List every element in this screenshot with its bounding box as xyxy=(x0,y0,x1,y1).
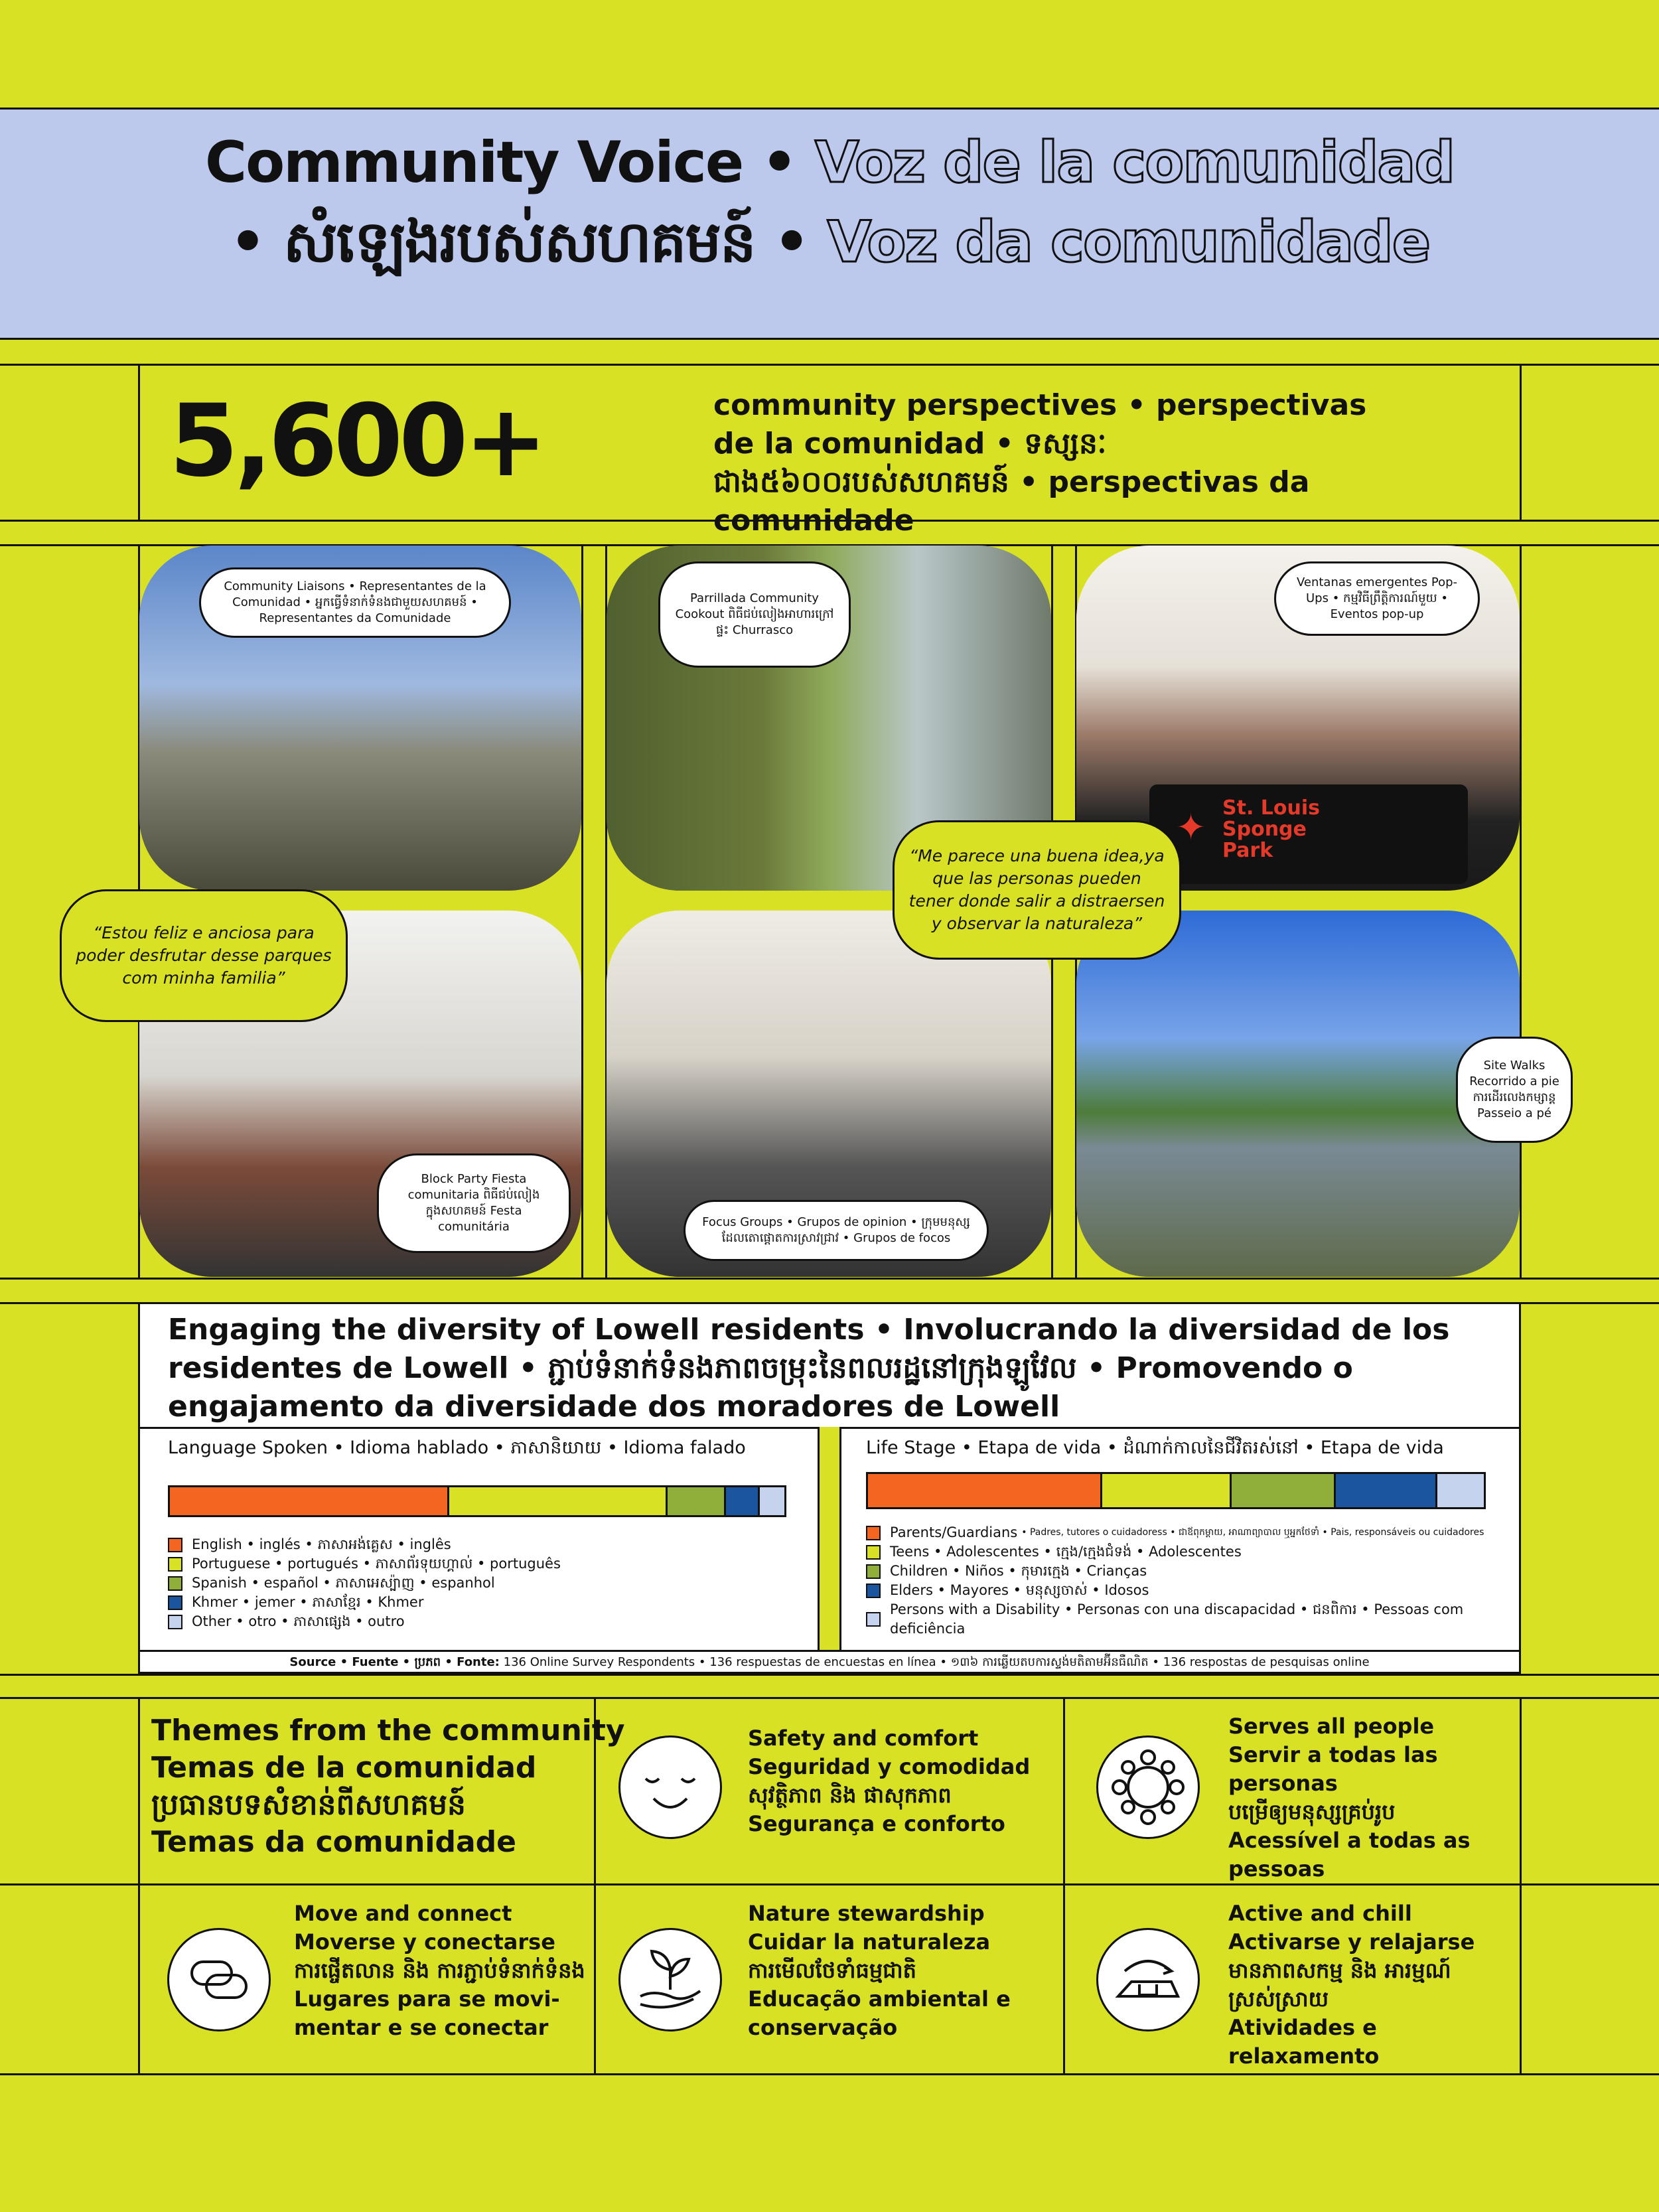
bird-logo-icon: ✦ xyxy=(1176,806,1206,848)
divider xyxy=(0,1697,1659,1699)
bar-segment xyxy=(760,1487,784,1515)
bar-segment xyxy=(1102,1474,1232,1507)
legend-label: Khmer • jemer • ភាសាខ្មែរ • Khmer xyxy=(192,1594,424,1610)
smile-icon xyxy=(618,1735,722,1839)
hand-sprout-icon xyxy=(618,1928,722,2031)
legend-swatch xyxy=(168,1576,182,1591)
divider xyxy=(138,364,140,520)
legend-swatch xyxy=(866,1564,881,1579)
shelter-bench-icon xyxy=(1096,1928,1200,2031)
bar-segment xyxy=(668,1487,726,1515)
perspectives-label: community perspectives • perspectivas de la comunidad • ទស្សនៈជាង៥៦០០របស់សហគមន៍ • perspectivas da comunidade xyxy=(713,388,1367,538)
legend-item xyxy=(866,1600,1516,1639)
legend-extra: • Padres, tutores o cuidadoress • ជាឪពុកម្តាយ, អាណាព្យាបាល ឬអ្នកថែទាំ • Pais, responsáveis ou cuidadores xyxy=(1021,1527,1484,1538)
divider xyxy=(0,1674,1659,1676)
legend-label: Other • otro • ភាសាផ្សេង • outro xyxy=(192,1613,405,1629)
photo-site-walks xyxy=(1076,911,1520,1277)
title-english: Community Voice xyxy=(204,129,743,196)
themes-heading: Themes from the community Temas de la comunidad ប្រធានបទសំខាន់ពីសហគមន៍ Temas da comunidade xyxy=(151,1714,625,1859)
loop-arrows-icon xyxy=(167,1928,271,2031)
life-stage-bar xyxy=(866,1472,1486,1509)
legend-swatch xyxy=(866,1545,881,1560)
divider xyxy=(0,364,1659,366)
legend-item xyxy=(168,1574,765,1593)
legend-swatch xyxy=(168,1615,182,1629)
title-band xyxy=(0,108,1659,340)
legend-label: Portuguese • portugués • ភាសាព័រទុយហ្គាល់ • português xyxy=(192,1556,561,1572)
bar-segment xyxy=(726,1487,760,1515)
legend-label: Parents/Guardians xyxy=(890,1524,1018,1540)
legend-label: Persons with a Disability • Personas con una discapacidad • ជនពិការ • Pessoas com deficiência xyxy=(890,1601,1464,1637)
divider xyxy=(581,544,583,1278)
divider xyxy=(0,1883,1659,1885)
theme-serves-all: Serves all people Servir a todas las personas បម្រើឲ្យមនុស្សគ្រប់រូប Acessível a todas as pessoas xyxy=(1228,1714,1471,1881)
legend-swatch xyxy=(168,1595,182,1610)
legend-swatch xyxy=(866,1584,881,1598)
engagement-title: Engaging the diversity of Lowell residents • Involucrando la diversidad de los residentes de Lowell • ភ្ជាប់ទំនាក់ទំនងភាពចម្រុះនៃពលរដ្ឋនៅក្រុងឡូវែល • Promovendo o engajamento da diversidade dos moradores de Lowell xyxy=(168,1313,1450,1424)
language-legend xyxy=(168,1535,765,1631)
legend-swatch xyxy=(866,1526,881,1540)
divider xyxy=(1520,364,1522,520)
language-heading: Language Spoken • Idioma hablado • ភាសានិយាយ • Idioma falado xyxy=(168,1438,746,1458)
legend-label: Elders • Mayores • មនុស្សចាស់ • Idosos xyxy=(890,1582,1149,1598)
theme-move-connect: Move and connect Moverse y conectarse ការផ្ចើតលាន និង ការភ្ជាប់ទំនាក់ទំនង Lugares para se movi-mentar e se conectar xyxy=(294,1901,585,2040)
legend-label: Teens • Adolescentes • ក្មេង/ក្មេងជំទង់ • Adolescentes xyxy=(890,1544,1242,1560)
people-circle-icon xyxy=(1096,1735,1200,1839)
divider xyxy=(0,2073,1659,2075)
divider xyxy=(138,1697,140,2073)
legend-swatch xyxy=(168,1538,182,1552)
caption-pop-ups: Ventanas emergentes Pop-Ups • កម្មវិធីព្រឹត្តិការណ៍មួយ • Eventos pop-up xyxy=(1274,561,1480,636)
caption-community-cookout: Parrillada Community Cookout ពិធីជប់លៀងអាហារក្រៅផ្ទះ Churrasco xyxy=(658,561,851,668)
divider xyxy=(1520,1697,1522,2073)
legend-item xyxy=(866,1562,1516,1581)
table-banner xyxy=(1149,784,1468,884)
sponge-park-logo: St. Louis Sponge Park xyxy=(1222,796,1321,862)
legend-label: English • inglés • ភាសាអង់គ្លេស • inglês xyxy=(192,1536,451,1552)
divider xyxy=(1063,1697,1065,2073)
language-bar xyxy=(168,1485,786,1517)
caption-community-liaisons: Community Liaisons • Representantes de la Comunidad • អ្នកធ្វើទំនាក់ទំនងជាមួយសហគមន៍ • Representantes da Comunidade xyxy=(199,567,511,638)
caption-block-party: Block Party Fiesta comunitaria ពិធីជប់លៀងក្នុងសហគមន៍ Festa comunitária xyxy=(377,1153,571,1253)
theme-safety-comfort: Safety and comfort Seguridad y comodidad សុវត្ថិភាព និង ផាសុកភាព Segurança e conforto xyxy=(748,1726,1031,1836)
bar-segment xyxy=(868,1474,1102,1507)
legend-item xyxy=(866,1581,1516,1600)
legend-label: Spanish • español • ភាសាអេស្ប៉ាញ • espanhol xyxy=(192,1575,495,1591)
quote-portuguese: “Estou feliz e anciosa para poder desfrutar desse parques com minha familia” xyxy=(60,889,348,1022)
caption-focus-groups: Focus Groups • Grupos de opinion • ក្រុមមនុស្ស ដែលតោផ្តោតការស្រាវជ្រាវ • Grupos de focos xyxy=(684,1200,989,1261)
bar-segment xyxy=(449,1487,668,1515)
legend-item xyxy=(168,1612,765,1631)
title-spanish: Voz de la comunidad xyxy=(815,129,1455,196)
title-khmer: សំឡេងរបស់សហគមន៍ xyxy=(283,209,755,275)
legend-item xyxy=(168,1535,765,1554)
title-portuguese: Voz da comunidade xyxy=(827,209,1430,275)
legend-swatch xyxy=(168,1557,182,1572)
quote-spanish: “Me parece una buena idea,ya que las personas pueden tener donde salir a distraersen y observar la naturaleza” xyxy=(893,820,1181,960)
bar-segment xyxy=(1437,1474,1484,1507)
source-note: Source • Fuente • ប្រភព • Fonte: 136 Online Survey Respondents • 136 respuestas de encuestas en línea • ១៣៦ ការឆ្លើយតបការស្ទង់មតិតាមអ៊ីនធឺណិត • 136 respostas de pesquisas online xyxy=(138,1650,1521,1674)
page-title: Community Voice • Voz de la comunidad • សំឡេងរបស់សហគមន៍ • Voz da comunidade xyxy=(204,129,1455,275)
legend-label: Children • Niños • កុមារក្មេង • Crianças xyxy=(890,1563,1147,1579)
theme-active-chill: Active and chill Activarse y relajarse មានភាពសកម្ម និង អារម្មណ៍ស្រស់ស្រាយ Atividades e relaxamento xyxy=(1228,1901,1475,2069)
bar-segment xyxy=(170,1487,449,1515)
life-stage-heading: Life Stage • Etapa de vida • ដំណាក់កាលនៃជីវិតរស់នៅ • Etapa de vida xyxy=(866,1438,1444,1458)
divider xyxy=(1520,544,1522,1278)
legend-item xyxy=(866,1542,1516,1562)
divider xyxy=(0,1278,1659,1280)
legend-item xyxy=(168,1593,765,1612)
caption-site-walks: Site Walks Recorrido a pie ការដើរលេងកម្សាន្ត Passeio a pé xyxy=(1456,1037,1573,1143)
perspectives-count: 5,600+ xyxy=(169,384,544,499)
legend-item xyxy=(168,1554,765,1574)
theme-nature-stewardship: Nature stewardship Cuidar la naturaleza ការមើលថែទាំធម្មជាតិ Educação ambiental e conservação xyxy=(748,1901,1011,2040)
chart-divider xyxy=(818,1427,841,1650)
bar-segment xyxy=(1336,1474,1437,1507)
bar-segment xyxy=(1232,1474,1336,1507)
legend-item xyxy=(866,1523,1516,1542)
life-stage-legend xyxy=(866,1523,1516,1639)
legend-swatch xyxy=(866,1612,881,1627)
